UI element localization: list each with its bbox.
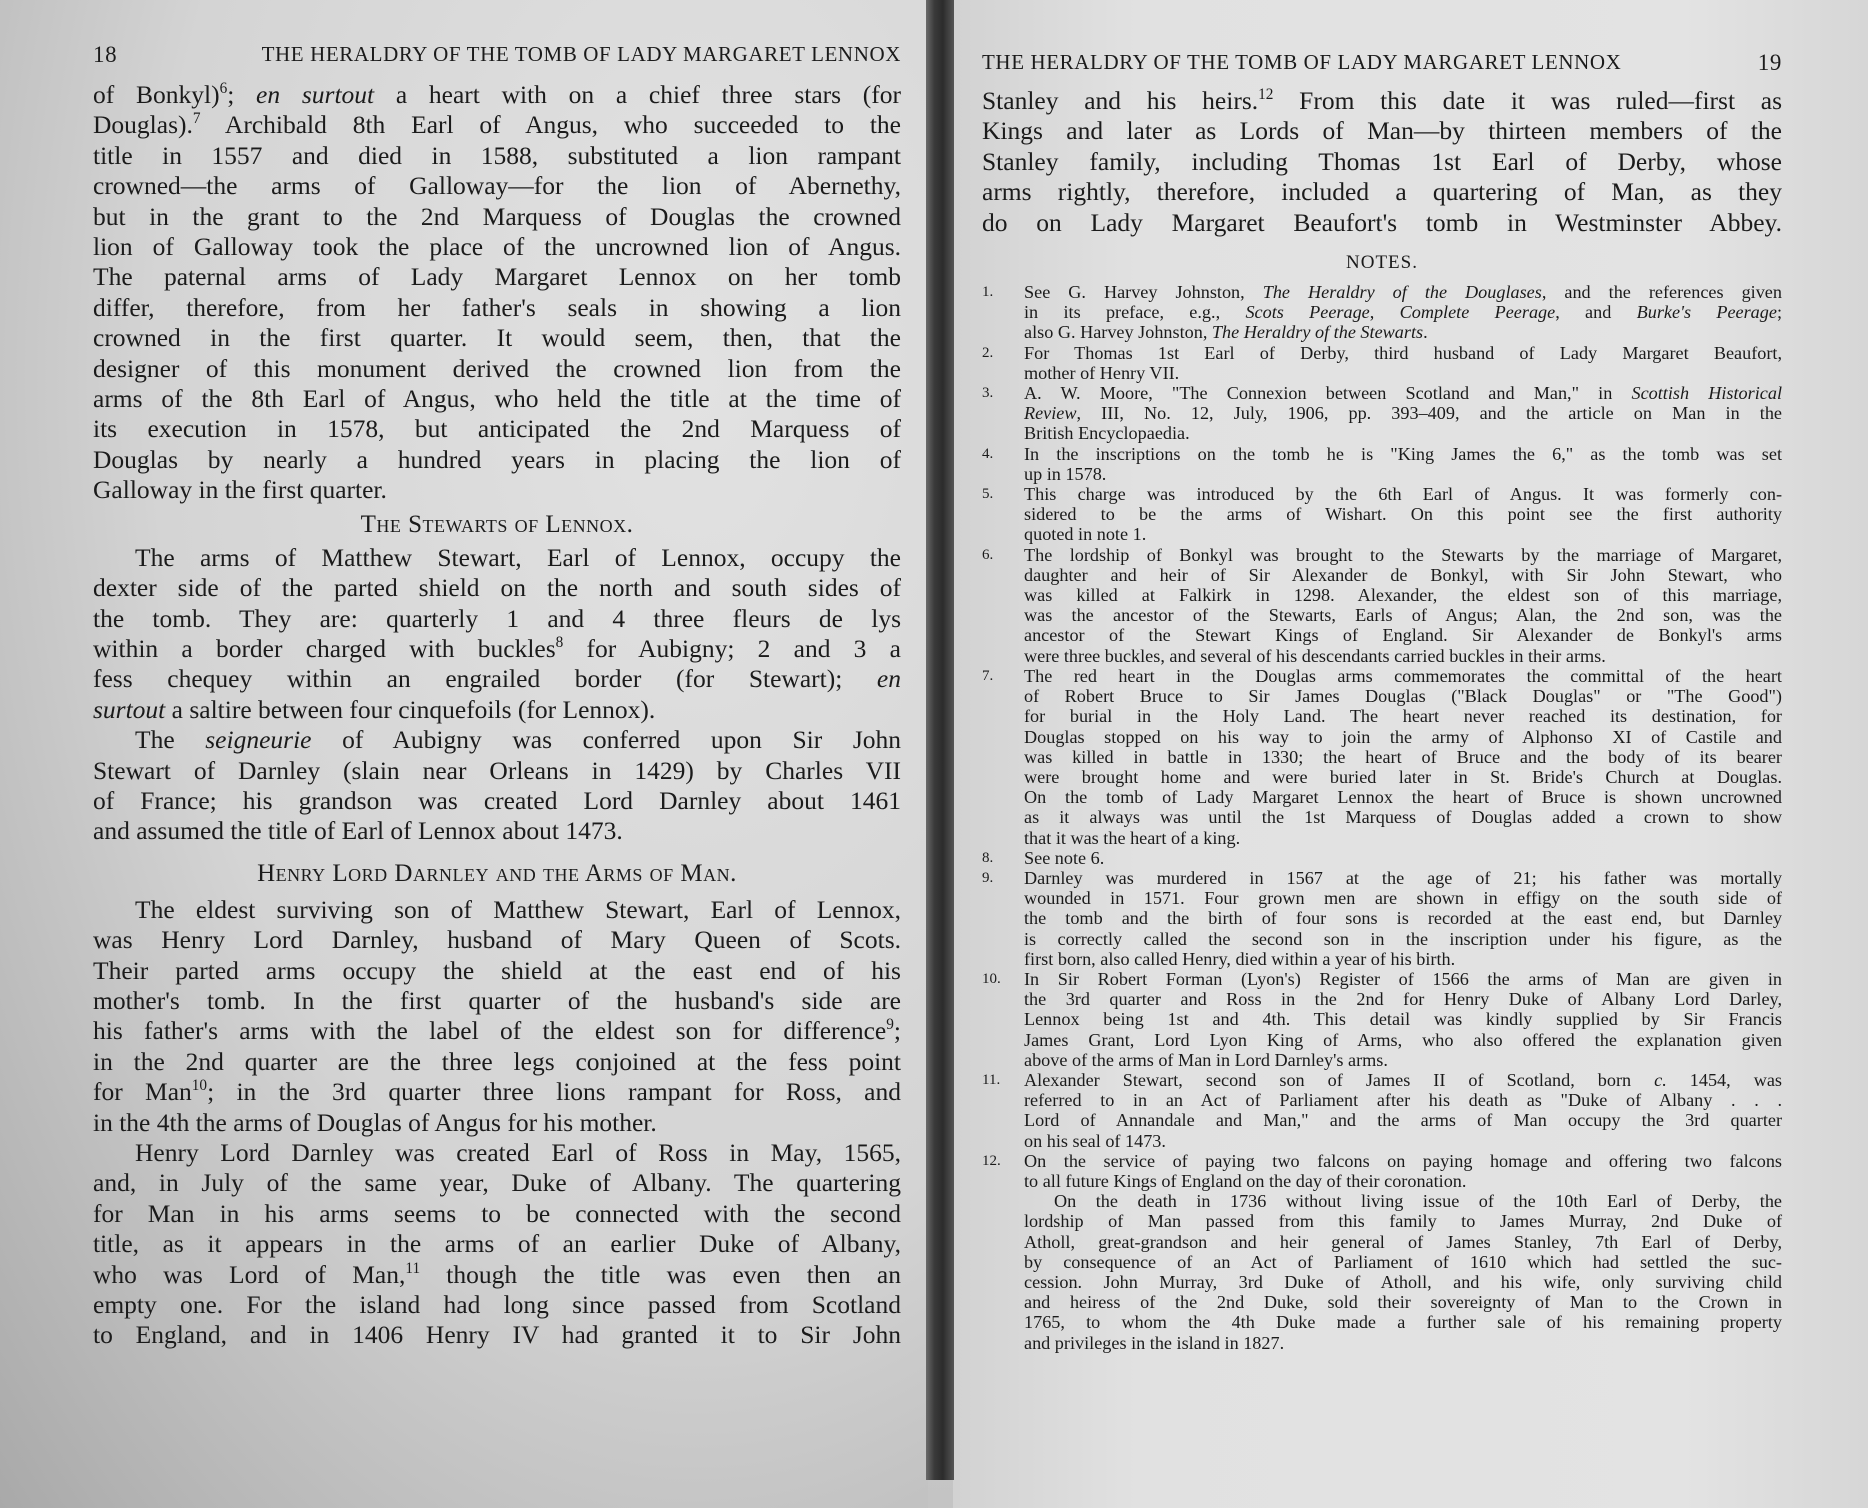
footnote: [982, 343, 1782, 383]
text-line: the tomb and the birth of four sons is recorded at the east end, but Darnley: [1024, 908, 1782, 929]
text-line: mother of Henry VII.: [1024, 362, 1180, 383]
text-line: dexter side of the parted shield on the north and south sides of: [93, 573, 901, 603]
footnote: [982, 666, 1782, 848]
text-line: the 3rd quarter and Ross in the 2nd for Henry Duke of Albany Lord Darley,: [1024, 989, 1782, 1010]
text-line: the tomb. They are: quarterly 1 and 4 three fleurs de lys: [93, 603, 901, 633]
italic-text: Scottish Historical: [1631, 383, 1782, 404]
text-line: On the service of paying two falcons on paying homage and offering two falcons: [1024, 1150, 1782, 1171]
left-page: [93, 42, 901, 1351]
text-line: in the 2nd quarter are the three legs conjoined at the fess point: [93, 1046, 901, 1076]
text-line: sidered to be the arms of Wishart. On this point see the first authority: [1024, 504, 1782, 525]
text-line: of France; his grandson was created Lord Darnley about 1461: [93, 785, 901, 815]
text-line: for Man in his arms seems to be connected with the second: [93, 1198, 901, 1228]
text-line: by consequence of an Act of Parliament of 1610 which had settled the suc-: [1024, 1251, 1782, 1272]
text-line: crowned—the arms of Galloway—for the lion of Abernethy,: [93, 171, 901, 201]
text-line: for burial in the Holy Land. The heart never reached its destination, for: [1024, 706, 1782, 727]
italic-text: surtout: [93, 694, 166, 724]
text-line: See G. Harvey Johnston, The Heraldry of the Douglases, and the references given: [1024, 282, 1782, 303]
italic-text: en: [876, 664, 901, 694]
footnote-number: 1.: [982, 284, 994, 301]
text-line: Henry Lord Darnley was created Earl of Ross in May, 1565,: [135, 1138, 901, 1167]
text-line: differ, therefore, from her father's seals in showing a lion: [93, 292, 901, 322]
text-line: Douglas stopped on his way to join the army of Alphonso XI of Castile and: [1024, 726, 1782, 747]
text-line: his father's arms with the label of the eldest son for difference$^9$;: [93, 1016, 901, 1046]
text-line: was killed in battle in 1330; the heart of Bruce and the body of its bearer: [1024, 746, 1782, 767]
section-heading: Henry Lord Darnley and the Arms of Man.: [257, 859, 737, 887]
footnote: [982, 545, 1782, 666]
text-line: Darnley was murdered in 1567 at the age of 21; his father was mortally: [1024, 867, 1782, 888]
footnote: [982, 1070, 1782, 1151]
text-line: For Thomas 1st Earl of Derby, third husband of Lady Margaret Beaufort,: [1024, 342, 1782, 363]
text-line: was killed at Falkirk in 1298. Alexander, the eldest son of this marriage,: [1024, 585, 1782, 606]
running-head-right: [982, 50, 1782, 76]
text-line: lordship of Man passed from this family to James Murray, 2nd Duke of: [1024, 1211, 1782, 1232]
italic-text: Scots Peerage: [1245, 302, 1370, 323]
footnote-number: 10.: [982, 970, 1001, 987]
text-line: and privileges in the island in 1827.: [1024, 1332, 1285, 1353]
paragraph: [93, 543, 901, 725]
italic-text: The Heraldry of the Stewarts: [1211, 322, 1424, 343]
footnote-number: 11.: [982, 1071, 1001, 1088]
text-line: Alexander Stewart, second son of James II of Scotland, born c. 1454, was: [1024, 1069, 1782, 1090]
text-line: of Robert Bruce to Sir James Douglas ("Black Douglas" or "The Good"): [1024, 686, 1782, 707]
text-line: The lordship of Bonkyl was brought to the Stewarts by the marriage of Margaret,: [1024, 544, 1782, 565]
text-line: The paternal arms of Lady Margaret Lennox on her tomb: [93, 262, 901, 292]
text-line: James Grant, Lord Lyon King of Arms, who also offered the explanation given: [1024, 1029, 1782, 1050]
text-line: The eldest surviving son of Matthew Stewart, Earl of Lennox,: [135, 894, 901, 924]
footnote-ref: 6: [219, 80, 228, 98]
text-line: is correctly called the second son in the inscription under his figure, as the: [1024, 928, 1782, 949]
right-page: [982, 50, 1782, 1353]
text-line: do on Lady Margaret Beaufort's tomb in Westminster Abbey.: [982, 207, 1782, 237]
text-line: Their parted arms occupy the shield at the east end of his: [93, 955, 901, 985]
italic-text: The Heraldry of the Douglases: [1262, 282, 1542, 303]
footnote-number: 7.: [982, 667, 994, 684]
notes-heading: NOTES.: [1346, 252, 1418, 274]
italic-text: Burke's Peerage: [1636, 302, 1777, 323]
text-line: daughter and heir of Sir Alexander de Bonkyl, with Sir John Stewart, who: [1024, 564, 1782, 585]
running-head-left: [93, 42, 901, 68]
text-line: title, as it appears in the arms of an earlier Duke of Albany,: [93, 1229, 901, 1259]
text-line: of Bonkyl)$^6$; en surtout a heart with on a chief three stars (for: [93, 80, 902, 109]
running-head-title: THE HERALDRY OF THE TOMB OF LADY MARGARET LENNOX: [261, 42, 901, 66]
text-line: A. W. Moore, "The Connexion between Scotland and Man," in Scottish Historical: [1024, 383, 1782, 404]
footnote-ref: 7: [192, 110, 201, 128]
footnote: [982, 848, 1782, 868]
footnote: [982, 282, 1782, 343]
text-line: in its preface, e.g., Scots Peerage, Complete Peerage, and Burke's Peerage;: [1024, 302, 1783, 323]
footnote: [982, 868, 1782, 969]
text-line: as it always was until the 1st Marquess of Douglas added a crown to show: [1024, 807, 1782, 828]
text-line: In the inscriptions on the tomb he is "King James the 6," as the tomb was set: [1024, 443, 1782, 464]
text-line: British Encyclopaedia.: [1024, 423, 1190, 444]
text-line: fess chequey within an engrailed border (for Stewart); en: [93, 664, 901, 694]
text-line: Stanley family, including Thomas 1st Earl of Derby, whose: [982, 146, 1782, 176]
italic-text: Review: [1024, 403, 1077, 424]
footnote-ref: 11: [405, 1259, 421, 1277]
text-line: empty one. For the island had long since passed from Scotland: [93, 1290, 901, 1320]
paragraph: [93, 80, 901, 506]
text-line: Review, III, No. 12, July, 1906, pp. 393–409, and the article on Man in the: [1024, 403, 1782, 424]
text-line: The arms of Matthew Stewart, Earl of Lennox, occupy the: [135, 542, 901, 572]
page-number: 18: [93, 42, 118, 67]
footnote: [982, 383, 1782, 444]
text-line: was the ancestor of the Stewarts, Earls of Angus; Alan, the 2nd son, was the: [1024, 605, 1782, 626]
text-line: and assumed the title of Earl of Lennox about 1473.: [93, 816, 623, 846]
footnote-number: 6.: [982, 546, 994, 563]
text-line: Kings and later as Lords of Man—by thirteen members of the: [982, 116, 1782, 146]
section-heading: The Stewarts of Lennox.: [360, 510, 634, 538]
text-line: were brought home and were buried later in St. Bride's Church at Douglas.: [1024, 766, 1782, 787]
footnote-number: 2.: [982, 344, 994, 361]
text-line: who was Lord of Man,$^{11}$ though the title was even then an: [93, 1259, 901, 1289]
text-line: arms rightly, therefore, included a quartering of Man, as they: [982, 177, 1782, 207]
paragraph: [93, 725, 901, 847]
text-line: referred to in an Act of Parliament after his death as "Duke of Albany . . .: [1024, 1090, 1782, 1111]
paragraph: [982, 86, 1782, 238]
text-line: cession. John Murray, 3rd Duke of Atholl, and his wife, only surviving child: [1024, 1271, 1782, 1292]
footnote-number: 4.: [982, 445, 994, 462]
footnote-number: 5.: [982, 486, 994, 503]
text-line: Lennox being 1st and 4th. This detail was kindly supplied by Sir Francis: [1024, 1009, 1782, 1030]
footnote-number: 9.: [982, 869, 994, 886]
footnote-ref: 10: [191, 1077, 208, 1095]
text-line: Galloway in the first quarter.: [93, 475, 387, 505]
text-line: lion of Galloway took the place of the uncrowned lion of Angus.: [93, 232, 901, 262]
text-line: to England, and in 1406 Henry IV had granted it to Sir John: [93, 1320, 901, 1350]
text-line: within a border charged with buckles$^8$ for Aubigny; 2 and 3 a: [93, 633, 901, 663]
footnote-ref: 9: [886, 1016, 894, 1034]
text-line: but in the grant to the 2nd Marquess of Douglas the crowned: [93, 201, 901, 231]
text-line: title in 1557 and died in 1588, substituted a lion rampant: [93, 140, 901, 170]
text-line: On the tomb of Lady Margaret Lennox the heart of Bruce is shown uncrowned: [1024, 787, 1782, 808]
text-line: that it was the heart of a king.: [1024, 827, 1241, 848]
italic-text: c.: [1654, 1069, 1667, 1090]
text-line: Douglas by nearly a hundred years in placing the lion of: [93, 444, 901, 474]
italic-text: en surtout: [256, 80, 375, 109]
paragraph: [93, 895, 901, 1138]
text-line: Atholl, great-grandson and heir general of James Stanley, 7th Earl of Derby,: [1024, 1231, 1782, 1252]
text-line: on his seal of 1473.: [1024, 1130, 1166, 1151]
text-line: first born, also called Henry, died within a year of his birth.: [1024, 948, 1456, 969]
left-page-body: [93, 80, 901, 1351]
footnote: [982, 969, 1782, 1070]
text-line: in the 4th the arms of Douglas of Angus for his mother.: [93, 1107, 657, 1137]
text-line: designer of this monument derived the crowned lion from the: [93, 353, 901, 383]
italic-text: Complete Peerage: [1399, 302, 1556, 323]
text-line: and, in July of the same year, Duke of Albany. The quartering: [93, 1168, 901, 1198]
text-line: quoted in note 1.: [1024, 524, 1147, 545]
text-line: above of the arms of Man in Lord Darnley's arms.: [1024, 1049, 1388, 1070]
running-head-title: THE HERALDRY OF THE TOMB OF LADY MARGARET LENNOX: [982, 50, 1622, 74]
footnote: [982, 444, 1782, 484]
text-line: up in 1578.: [1024, 463, 1107, 484]
text-line: Stanley and his heirs.$^{12}$ From this date it was ruled—first as: [982, 86, 1782, 115]
paragraph: [93, 1138, 901, 1351]
footnote: [982, 1151, 1782, 1353]
text-line: ancestor of the Stewart Kings of England. Sir Alexander de Bonkyl's arms: [1024, 625, 1782, 646]
footnote-number: 12.: [982, 1152, 1001, 1169]
text-line: and heiress of the 2nd Duke, sold their sovereignty of Man to the Crown in: [1024, 1292, 1782, 1313]
text-line: The red heart in the Douglas arms commemorates the committal of the heart: [1024, 665, 1782, 686]
page-number: 19: [1757, 50, 1782, 75]
text-line: its execution in 1578, but anticipated the 2nd Marquess of: [93, 414, 901, 444]
text-line: crowned in the first quarter. It would seem, then, that the: [93, 323, 901, 353]
text-line: wounded in 1571. Four grown men are shown in effigy on the south side of: [1024, 888, 1782, 909]
footnote-ref: 12: [1258, 86, 1274, 104]
text-line: Douglas).$^7$ Archibald 8th Earl of Angus, who succeeded to the: [93, 110, 901, 140]
text-line: This charge was introduced by the 6th Earl of Angus. It was formerly con-: [1024, 484, 1782, 505]
text-line: was Henry Lord Darnley, husband of Mary Queen of Scots.: [93, 925, 901, 955]
footnote-number: 3.: [982, 385, 994, 402]
text-line: See note 6.: [1024, 847, 1105, 868]
text-line: for Man$^{10}$; in the 3rd quarter three lions rampant for Ross, and: [93, 1077, 901, 1107]
text-line: On the death in 1736 without living issue of the 10th Earl of Derby, the: [1054, 1191, 1782, 1212]
text-line: mother's tomb. In the first quarter of the husband's side are: [93, 985, 901, 1015]
right-page-body: [982, 86, 1782, 238]
text-line: arms of the 8th Earl of Angus, who held the title at the time of: [93, 384, 901, 414]
text-line: Stewart of Darnley (slain near Orleans in 1429) by Charles VII: [93, 755, 901, 785]
notes-list: [982, 282, 1782, 1353]
text-line: 1765, to whom the 4th Duke made a further sale of his remaining property: [1024, 1312, 1782, 1333]
footnote-ref: 8: [555, 633, 564, 651]
text-line: to all future Kings of England on the day of their coronation.: [1024, 1170, 1467, 1191]
text-line: In Sir Robert Forman (Lyon's) Register of 1566 the arms of Man are given in: [1024, 968, 1782, 989]
footnote: [982, 484, 1782, 545]
footnote-number: 8.: [982, 849, 994, 866]
text-line: The seigneurie of Aubigny was conferred upon Sir John: [135, 725, 901, 755]
text-line: Lord of Annandale and Man," and the arms of Man occupy the 3rd quarter: [1024, 1110, 1782, 1131]
text-line: also G. Harvey Johnston, The Heraldry of the Stewarts.: [1024, 322, 1428, 343]
text-line: were three buckles, and several of his descendants carried buckles in their arms.: [1024, 645, 1606, 666]
text-line: surtout a saltire between four cinquefoils (for Lennox).: [93, 694, 656, 724]
italic-text: seigneurie: [205, 725, 312, 755]
book-spine: [926, 0, 954, 1480]
